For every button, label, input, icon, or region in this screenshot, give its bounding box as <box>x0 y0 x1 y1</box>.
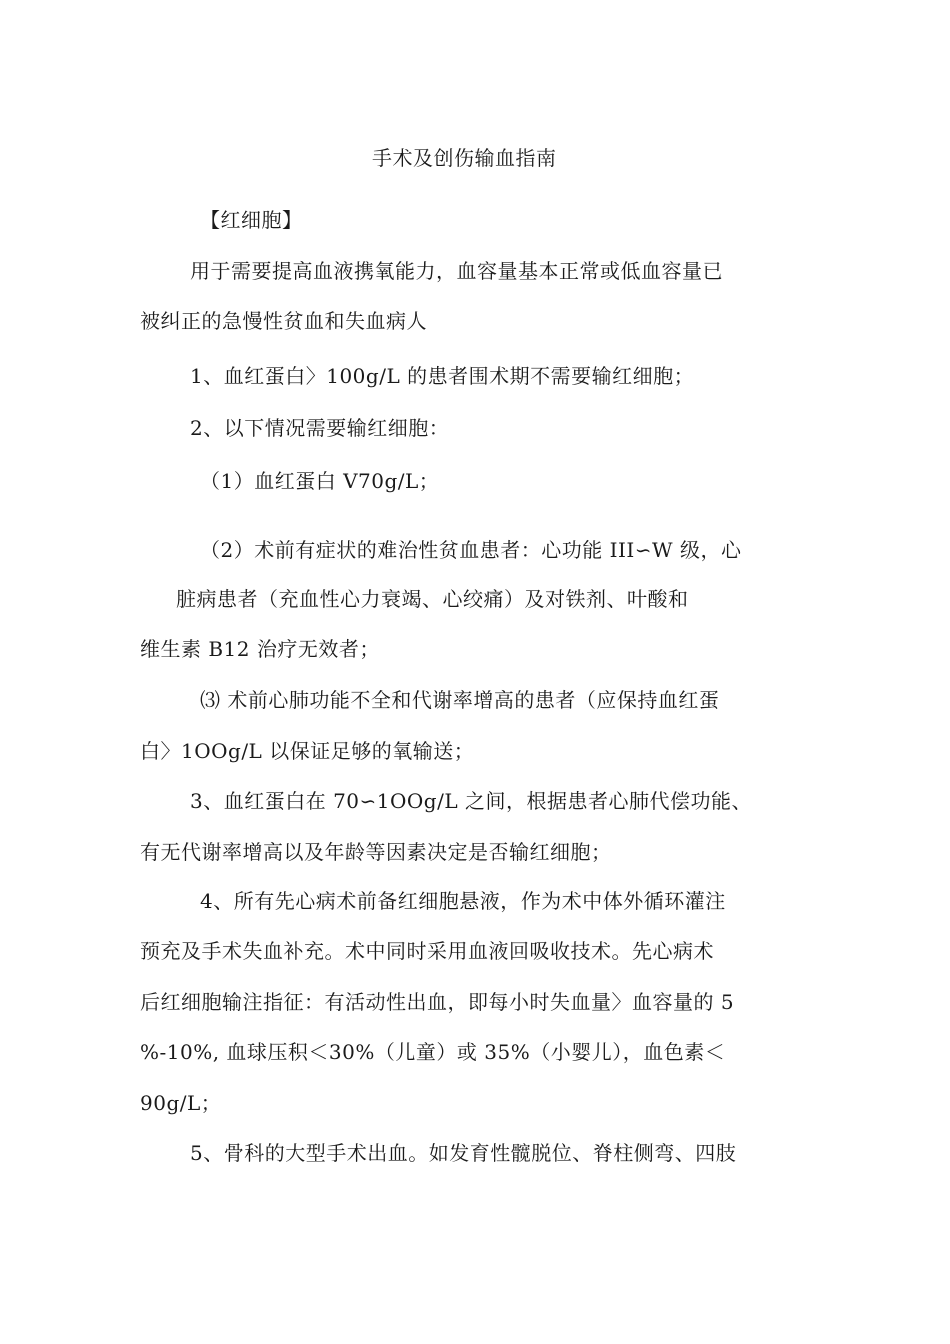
sub-item-2-line-2: 脏病患者（充血性心力衰竭、心绞痛）及对铁剂、叶酸和 <box>176 587 689 611</box>
sub-item-3-line-2: 白〉1OOg/L 以保证足够的氧输送； <box>140 739 475 763</box>
intro-line-2: 被纠正的急慢性贫血和失血病人 <box>140 309 427 333</box>
sub-item-1: （1）血红蛋白 V70g/L； <box>200 469 440 493</box>
item-3-line-1: 3、血红蛋白在 70∽1OOg/L 之间，根据患者心肺代偿功能、 <box>190 789 752 813</box>
item-3-line-2: 有无代谢率增高以及年龄等因素决定是否输红细胞； <box>140 840 612 864</box>
item-4-line-2: 预充及手术失血补充。术中同时采用血液回吸收技术。先心病术 <box>140 939 714 963</box>
item-4-line-3: 后红细胞输注指征：有活动性出血，即每小时失血量〉血容量的 5 <box>140 990 735 1014</box>
sub-item-2-line-1: （2）术前有症状的难治性贫血患者：心功能 III∽W 级，心 <box>200 538 742 562</box>
item-4-line-1: 4、所有先心病术前备红细胞悬液，作为术中体外循环灌注 <box>200 889 726 913</box>
intro-line-1: 用于需要提高血液携氧能力，血容量基本正常或低血容量已 <box>190 259 723 283</box>
sub-item-2-line-3: 维生素 B12 治疗无效者； <box>140 637 380 661</box>
item-4-line-4: %-10%, 血球压积＜30%（儿童）或 35%（小婴儿），血色素＜ <box>140 1040 726 1064</box>
item-4-line-5: 90g/L； <box>140 1091 222 1115</box>
section-heading: 【红细胞】 <box>200 208 303 232</box>
item-2: 2、以下情况需要输红细胞： <box>190 416 450 440</box>
sub-item-3-line-1: ⑶ 术前心肺功能不全和代谢率增高的患者（应保持血红蛋 <box>200 688 720 712</box>
document-title: 手术及创伤输血指南 <box>372 146 557 170</box>
item-1: 1、血红蛋白〉100g/L 的患者围术期不需要输红细胞； <box>190 364 695 388</box>
item-5: 5、骨科的大型手术出血。如发育性髋脱位、脊柱侧弯、四肢 <box>190 1141 737 1165</box>
